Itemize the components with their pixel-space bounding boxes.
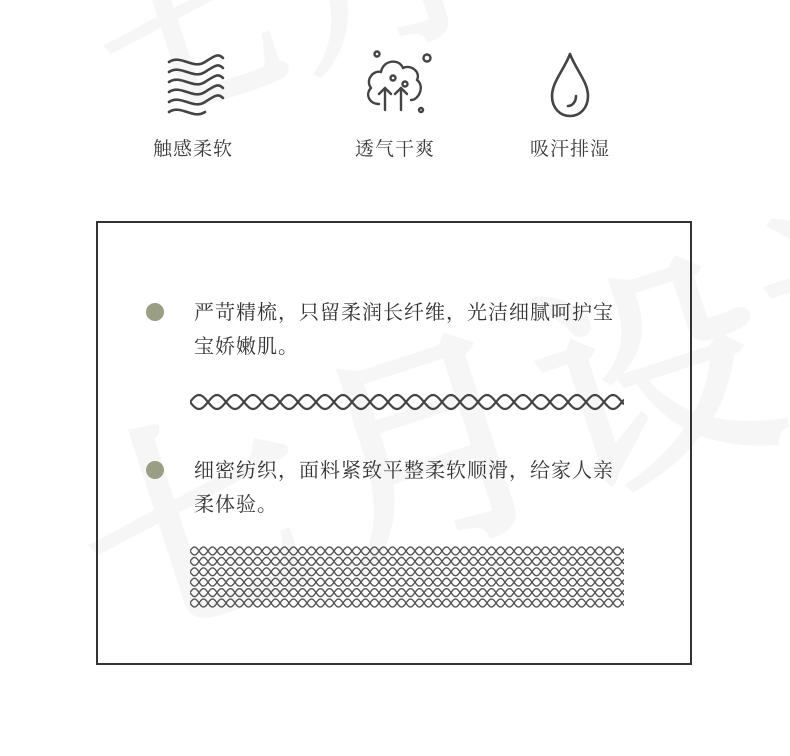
feature-row xyxy=(0,48,790,178)
bullet-dot xyxy=(146,303,164,321)
point-text: 细密纺织，面料紧致平整柔软顺滑，给家人亲柔体验。 xyxy=(194,458,614,516)
wavy-lines-icon xyxy=(153,48,233,120)
feature-label: 触感柔软 xyxy=(152,138,233,160)
dense-weave-illustration xyxy=(190,545,624,609)
feature-absorb xyxy=(500,48,640,161)
feature-breathable xyxy=(325,48,465,161)
feature-detail-card xyxy=(96,221,692,665)
feature-label: 透气干爽 xyxy=(354,138,435,160)
feature-label: 吸汗排湿 xyxy=(529,138,610,160)
water-drop-icon xyxy=(530,48,610,120)
feature-soft xyxy=(123,48,263,161)
point-text: 严苛精梳，只留柔润长纤维，光洁细腻呵护宝宝娇嫩肌。 xyxy=(194,300,614,358)
bullet-dot xyxy=(146,461,164,479)
single-strand-weave-illustration xyxy=(190,387,624,417)
breathable-tree-icon xyxy=(355,48,435,120)
